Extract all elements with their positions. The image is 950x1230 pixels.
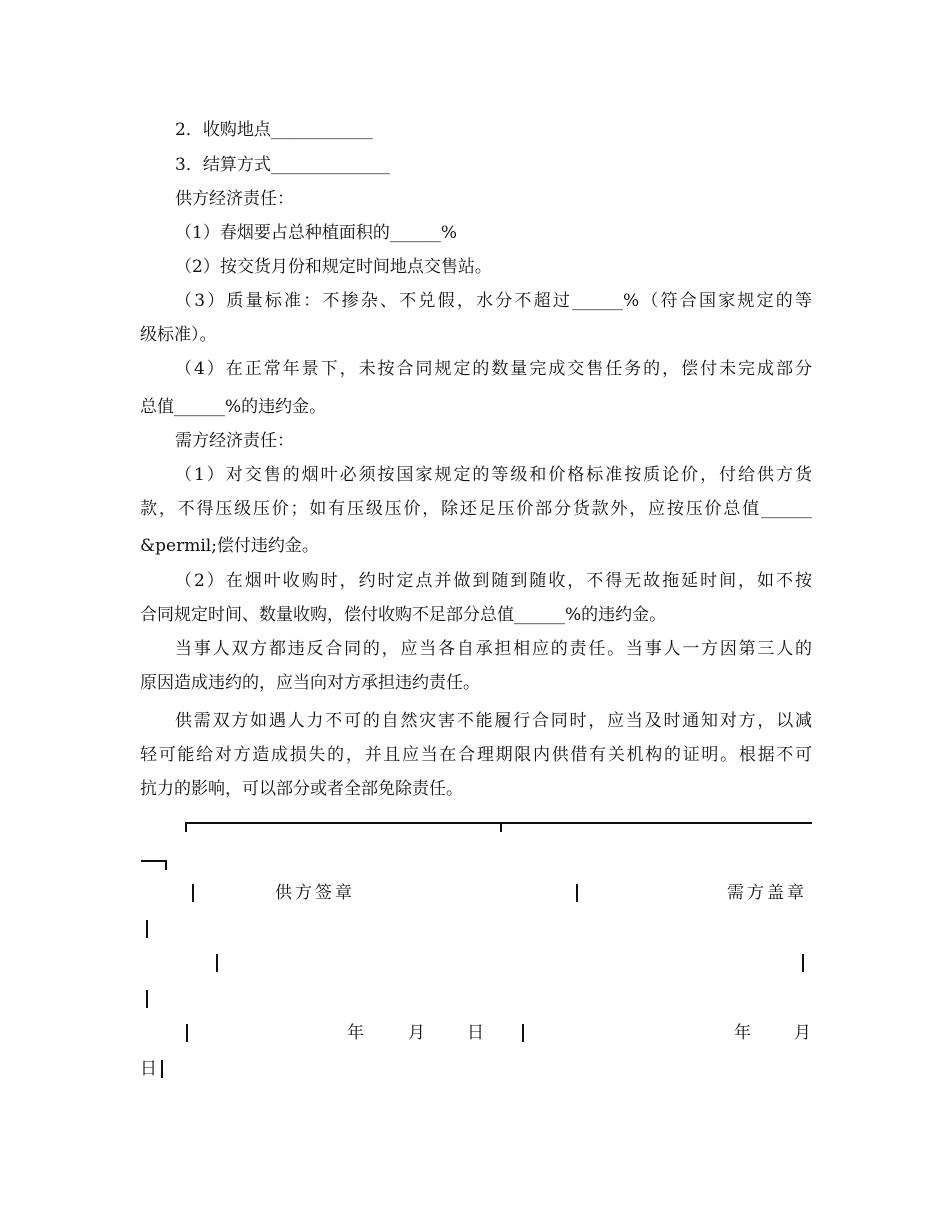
supplier-date-month: 月 xyxy=(408,1023,425,1043)
table-top-left-corner xyxy=(185,822,187,832)
table-middle-border-2 xyxy=(802,954,804,972)
clause-settlement-method: 3．结算方式______________ xyxy=(175,155,390,175)
table-top-divider xyxy=(500,822,502,832)
table-middle-border xyxy=(576,884,578,902)
supplier-duties-heading: 供方经济责任： xyxy=(175,189,294,209)
buyer-date-year: 年 xyxy=(734,1023,751,1043)
supplier-date-year: 年 xyxy=(347,1023,364,1043)
buyer-date-day: 日 xyxy=(140,1059,157,1079)
buyer-duty-2-line1: （2）在烟叶收购时，约时定点并做到随到随收，不得无故拖延时间，如不按 xyxy=(175,571,812,591)
supplier-date-day: 日 xyxy=(467,1023,484,1043)
table-left-border xyxy=(192,884,194,902)
table-top-border xyxy=(185,822,812,824)
force-majeure-line3: 抗力的影响，可以部分或者全部免除责任。 xyxy=(140,779,463,799)
buyer-duties-heading: 需方经济责任： xyxy=(175,431,294,451)
table-left-border-3 xyxy=(186,1024,188,1042)
supplier-duty-2: （2）按交货月份和规定时间地点交售站。 xyxy=(175,257,492,277)
supplier-duty-3-line1: （3）质量标准：不掺杂、不兑假，水分不超过______%（符合国家规定的等 xyxy=(175,291,812,311)
mutual-breach-line2: 原因造成违约的，应当向对方承担违约责任。 xyxy=(140,673,480,693)
buyer-seal-label: 需方盖章 xyxy=(727,883,807,903)
clause-purchase-location: 2．收购地点____________ xyxy=(175,120,373,140)
table-top-right-segment xyxy=(141,860,167,862)
table-middle-border-3 xyxy=(522,1024,524,1042)
supplier-duty-4-line1: （4）在正常年景下，未按合同规定的数量完成交售任务的，偿付未完成部分 xyxy=(175,359,812,379)
buyer-date-month: 月 xyxy=(794,1023,811,1043)
table-left-border-2 xyxy=(216,954,218,972)
table-right-border-2 xyxy=(146,990,148,1008)
supplier-seal-label: 供方签章 xyxy=(275,883,355,903)
buyer-duty-1-line1: （1）对交售的烟叶必须按国家规定的等级和价格标准按质论价，付给供方货 xyxy=(175,465,812,485)
table-right-border xyxy=(146,920,148,938)
supplier-duty-4-line2: 总值______%的违约金。 xyxy=(140,397,327,417)
buyer-duty-1-line3: &permil;偿付违约金。 xyxy=(140,536,319,556)
force-majeure-line1: 供需双方如遇人力不可的自然灾害不能履行合同时，应当及时通知对方，以减 xyxy=(175,711,812,731)
table-top-right-corner xyxy=(165,860,167,870)
table-right-border-3 xyxy=(161,1060,163,1078)
force-majeure-line2: 轻可能给对方造成损失的，并且应当在合理期限内供借有关机构的证明。根据不可 xyxy=(140,745,812,765)
supplier-duty-3-line2: 级标准）。 xyxy=(140,325,217,345)
supplier-duty-1: （1）春烟要占总种植面积的______% xyxy=(175,223,457,243)
buyer-duty-1-line2: 款，不得压级压价；如有压级压价，除还足压价部分货款外，应按压价总值______ xyxy=(140,499,812,519)
buyer-duty-2-line2: 合同规定时间、数量收购，偿付收购不足部分总值______%的违约金。 xyxy=(140,605,667,625)
mutual-breach-line1: 当事人双方都违反合同的，应当各自承担相应的责任。当事人一方因第三人的 xyxy=(175,639,812,659)
